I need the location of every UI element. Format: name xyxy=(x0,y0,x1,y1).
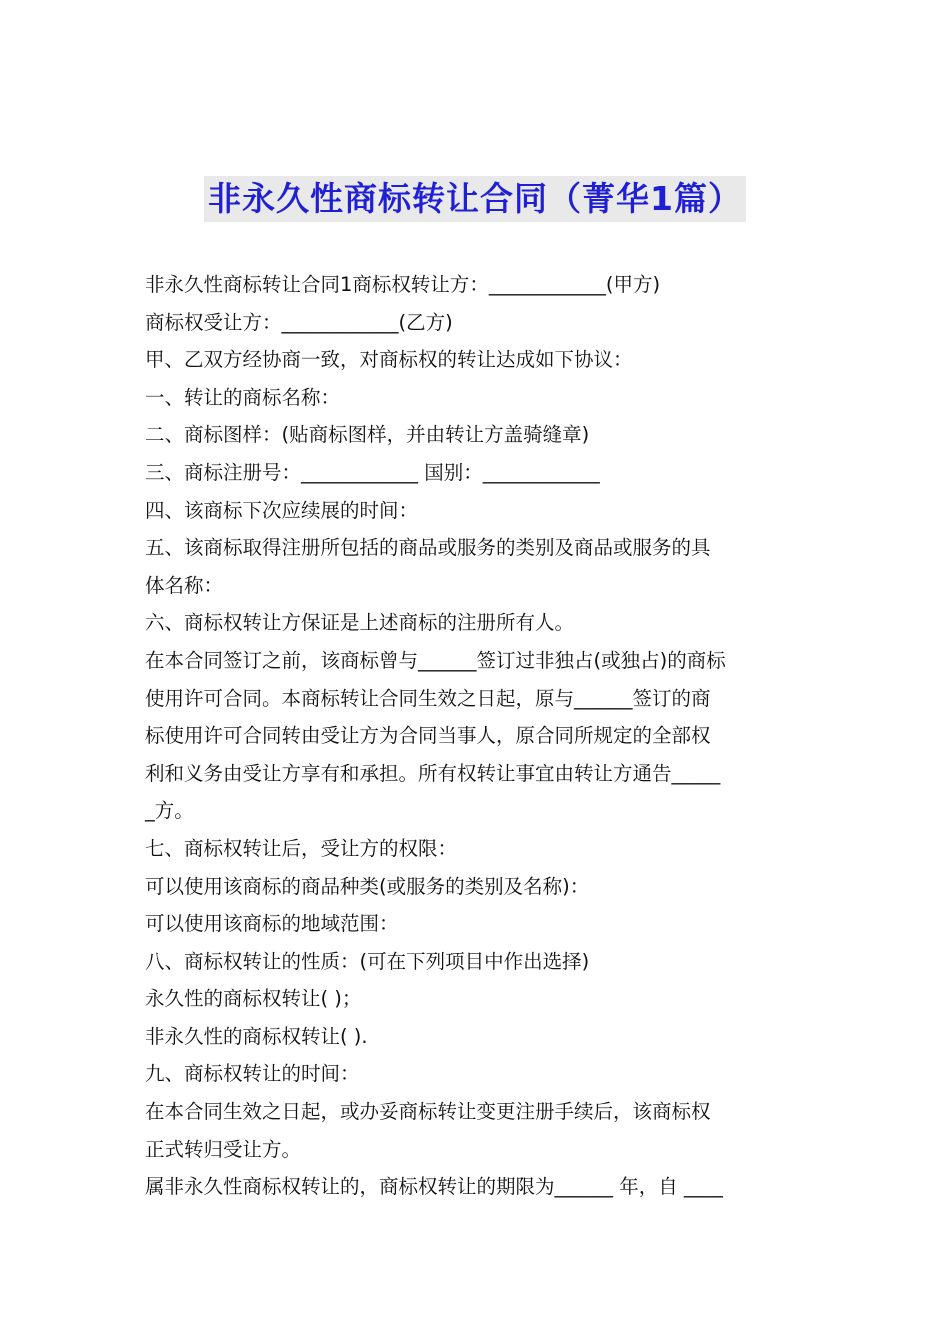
body-line: 四、该商标下次应续展的时间： xyxy=(145,498,419,522)
body-line: 八、商标权转让的性质：(可在下列项目中作出选择) xyxy=(145,949,590,973)
body-line: 永久性的商标权转让( )； xyxy=(145,987,362,1011)
body-line: 商标权受让方：____________(乙方) xyxy=(145,310,453,334)
body-line: 利和义务由受让方享有和承担。所有权转让事宜由转让方通告_____ xyxy=(145,761,721,785)
body-line: 非永久性商标转让合同1商标权转让方：____________(甲方) xyxy=(145,273,661,296)
body-line: 在本合同生效之日起，或办妥商标转让变更注册手续后，该商标权 xyxy=(145,1100,711,1124)
body-line: 使用许可合同。本商标转让合同生效之日起，原与______签订的商 xyxy=(145,686,711,710)
body-line: 五、该商标取得注册所包括的商品或服务的类别及商品或服务的具 xyxy=(145,536,711,560)
document-body xyxy=(145,266,810,1206)
body-line: 标使用许可合同转由受让方为合同当事人，原合同所规定的全部权 xyxy=(145,724,711,748)
body-line: 一、转让的商标名称： xyxy=(145,385,341,409)
body-line: 非永久性的商标权转让( ). xyxy=(145,1024,368,1048)
document-title: 非永久性商标转让合同（菁华1篇） xyxy=(204,176,746,222)
body-line: 七、商标权转让后，受让方的权限： xyxy=(145,836,458,860)
body-line: 二、商标图样：(贴商标图样，并由转让方盖骑缝章) xyxy=(145,423,590,447)
title-container xyxy=(0,176,950,222)
body-line: 六、商标权转让方保证是上述商标的注册所有人。 xyxy=(145,611,575,635)
body-line: 体名称： xyxy=(145,573,224,597)
body-line: 三、商标注册号：____________ 国别：____________ xyxy=(145,460,600,484)
body-line: 正式转归受让方。 xyxy=(145,1137,302,1161)
body-line: 可以使用该商标的地域范围： xyxy=(145,912,399,936)
body-line: 属非永久性商标权转让的，商标权转让的期限为______ 年，自 ____ xyxy=(145,1175,723,1199)
body-line: 在本合同签订之前，该商标曾与______签订过非独占(或独占)的商标 xyxy=(145,648,726,672)
body-line: 九、商标权转让的时间： xyxy=(145,1062,360,1086)
body-line: 可以使用该商标的商品种类(或服务的类别及名称)： xyxy=(145,874,590,898)
body-line: _方。 xyxy=(145,799,194,823)
body-line: 甲、乙双方经协商一致，对商标权的转让达成如下协议： xyxy=(145,348,633,372)
